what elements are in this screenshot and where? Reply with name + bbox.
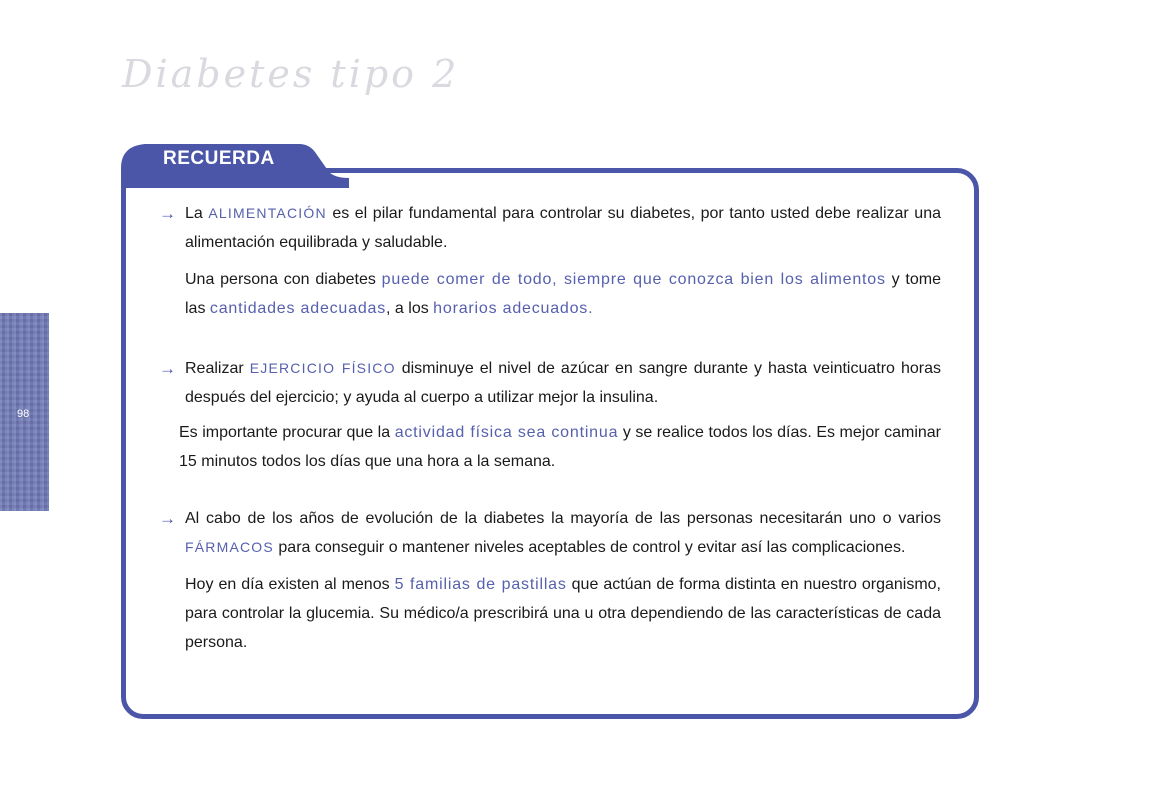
recuerda-content — [159, 199, 941, 657]
text: Es importante procurar que la — [179, 424, 395, 441]
highlight-text: horarios adecuados. — [433, 300, 594, 317]
highlight-text: 5 familias de pastillas — [394, 576, 567, 593]
right-arrow-icon: → — [159, 204, 176, 223]
highlight-term: EJERCICIO FÍSICO — [249, 360, 396, 376]
text: , a los — [386, 300, 434, 317]
paragraph — [185, 570, 941, 657]
paragraph — [185, 504, 941, 562]
right-arrow-icon: → — [159, 509, 176, 528]
text: Una persona con diabetes — [185, 271, 382, 288]
list-item — [159, 504, 941, 657]
list-item — [159, 199, 941, 323]
text: y tome las — [185, 271, 941, 317]
text: La — [185, 205, 209, 222]
recuerda-tab — [121, 138, 349, 188]
text: que actúan de forma distinta en nuestro organismo, para controlar la glucemia. Su médico/a prescribirá una u otra dependiendo de las características de cada persona. — [185, 576, 941, 651]
text: disminuye el nivel de azúcar en sangre durante y hasta veinticuatro horas después del ejercicio; y ayuda al cuerpo a utilizar mejor la insulina. — [185, 360, 941, 406]
right-arrow-icon: → — [159, 359, 176, 378]
highlight-text: cantidades adecuadas — [209, 300, 387, 317]
text: y se realice todos los días. Es mejor caminar 15 minutos todos los días que una hora a la semana. — [179, 424, 942, 470]
highlight-term: FÁRMACOS — [185, 539, 274, 555]
highlight-text: puede comer de todo, siempre que conozca bien los alimentos — [381, 271, 886, 288]
text: Hoy en día existen al menos — [185, 576, 395, 593]
paragraph — [179, 418, 941, 476]
recuerda-label: RECUERDA — [163, 148, 275, 169]
highlight-term: ALIMENTACIÓN — [208, 205, 327, 221]
paragraph — [185, 265, 941, 323]
page-title: Diabetes tipo 2 — [122, 52, 460, 96]
text: es el pilar fundamental para controlar su diabetes, por tanto usted debe realizar una alimentación equilibrada y saludable. — [185, 205, 942, 251]
text: Realizar — [185, 360, 250, 377]
paragraph — [185, 354, 941, 412]
page-number: 98 — [17, 408, 30, 420]
text: Al cabo de los años de evolución de la diabetes la mayoría de las personas necesitarán uno o varios — [185, 510, 941, 527]
text: para conseguir o mantener niveles aceptables de control y evitar así las complicaciones. — [273, 539, 906, 556]
paragraph — [185, 199, 941, 257]
list-item — [159, 354, 941, 476]
highlight-text: actividad física sea continua — [394, 424, 619, 441]
